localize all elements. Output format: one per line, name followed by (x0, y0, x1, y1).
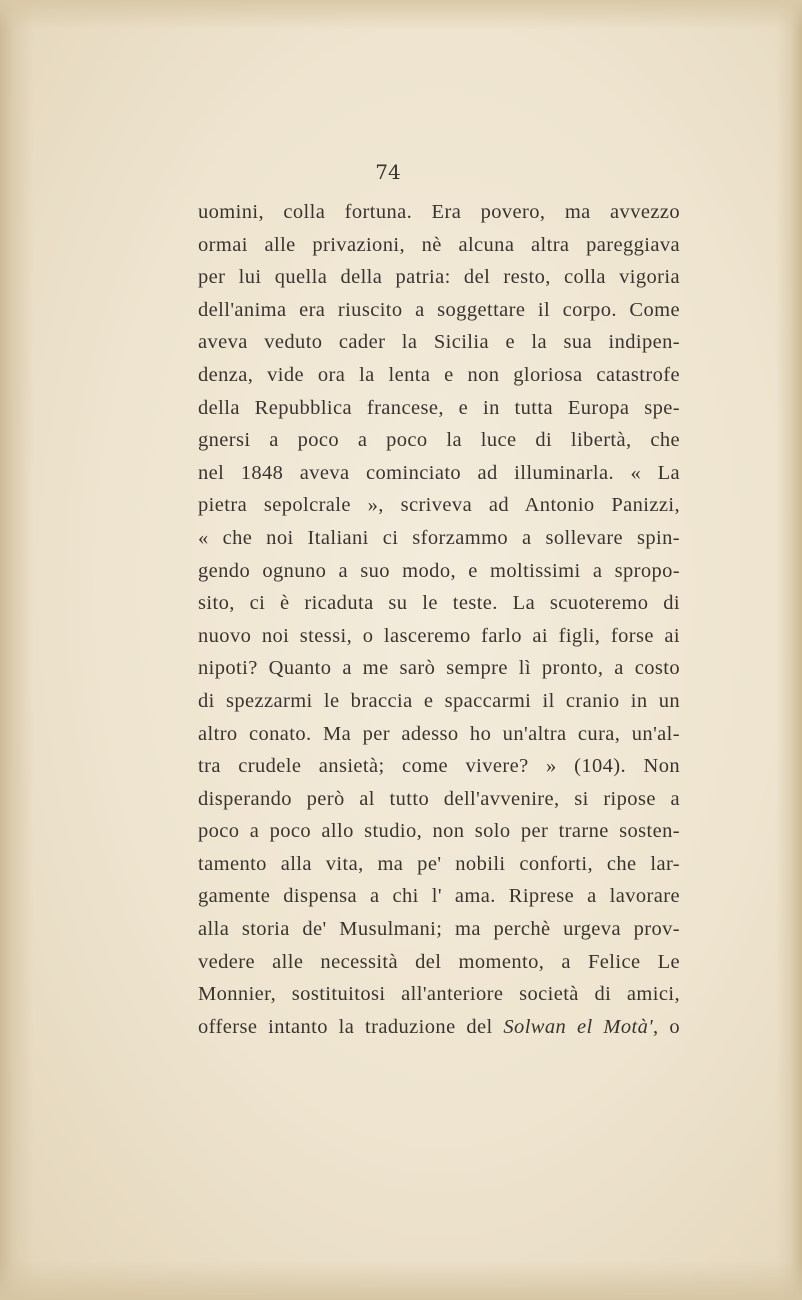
book-title-italic: Solwan el Motà' (503, 1015, 654, 1038)
text-line: disperando però al tutto dell'avvenire, si ripose a (198, 787, 680, 810)
text-line: gamente dispensa a chi l' ama. Riprese a lavorare (198, 885, 680, 908)
page-right-edge-shadow (776, 0, 802, 1300)
text-line: poco a poco allo studio, non solo per trarne sosten- (198, 820, 680, 843)
text-line: altro conato. Ma per adesso ho un'altra cura, un'al- (198, 722, 680, 745)
text-line: vedere alle necessità del momento, a Felice Le (198, 950, 680, 973)
text-line: della Repubblica francese, e in tutta Europa spe- (198, 396, 680, 419)
page-bottom-edge-shadow (0, 1260, 802, 1300)
text-line: uomini, colla fortuna. Era povero, ma avvezzo (198, 201, 680, 223)
text-line: per lui quella della patria: del resto, colla vigoria (198, 266, 680, 289)
text-line: denza, vide ora la lenta e non gloriosa catastrofe (198, 363, 680, 386)
last-line-start: offerse intanto la traduzione del (198, 1015, 493, 1038)
text-line: alla storia de' Musulmani; ma perchè urgeva prov- (198, 918, 680, 941)
text-line: « che noi Italiani ci sforzammo a sollevare spin- (198, 526, 680, 549)
text-line: gnersi a poco a poco la luce di libertà, che (198, 429, 680, 452)
text-line: tamento alla vita, ma pe' nobili conforti, che lar- (198, 852, 680, 875)
text-line: nuovo noi stessi, o lasceremo farlo ai figli, forse ai (198, 624, 680, 647)
text-line: sito, ci è ricaduta su le teste. La scuoteremo di (198, 592, 680, 615)
text-line: di spezzarmi le braccia e spaccarmi il cranio in un (198, 689, 680, 712)
page-left-edge-shadow (0, 0, 34, 1300)
text-line: gendo ognuno a suo modo, e moltissimi a spropo- (198, 559, 680, 582)
text-line: tra crudele ansietà; come vivere? » (104). Non (198, 755, 680, 778)
text-line: ormai alle privazioni, nè alcuna altra pareggiava (198, 233, 680, 256)
text-line: nel 1848 aveva cominciato ad illuminarla. « La (198, 461, 680, 484)
text-line-last (198, 1011, 680, 1044)
text-line: Monnier, sostituitosi all'anteriore società di amici, (198, 983, 680, 1006)
text-line: nipoti? Quanto a me sarò sempre lì pronto, a costo (198, 657, 680, 680)
text-line: dell'anima era riuscito a soggettare il corpo. Come (198, 298, 680, 321)
text-line: aveva veduto cader la Sicilia e la sua indipen- (198, 331, 680, 354)
last-line-end: , o (653, 1015, 680, 1038)
text-line: pietra sepolcrale », scriveva ad Antonio Panizzi, (198, 494, 680, 517)
body-text (198, 196, 680, 1043)
page-top-edge-shadow (0, 0, 802, 30)
page-number: 74 (375, 160, 401, 184)
